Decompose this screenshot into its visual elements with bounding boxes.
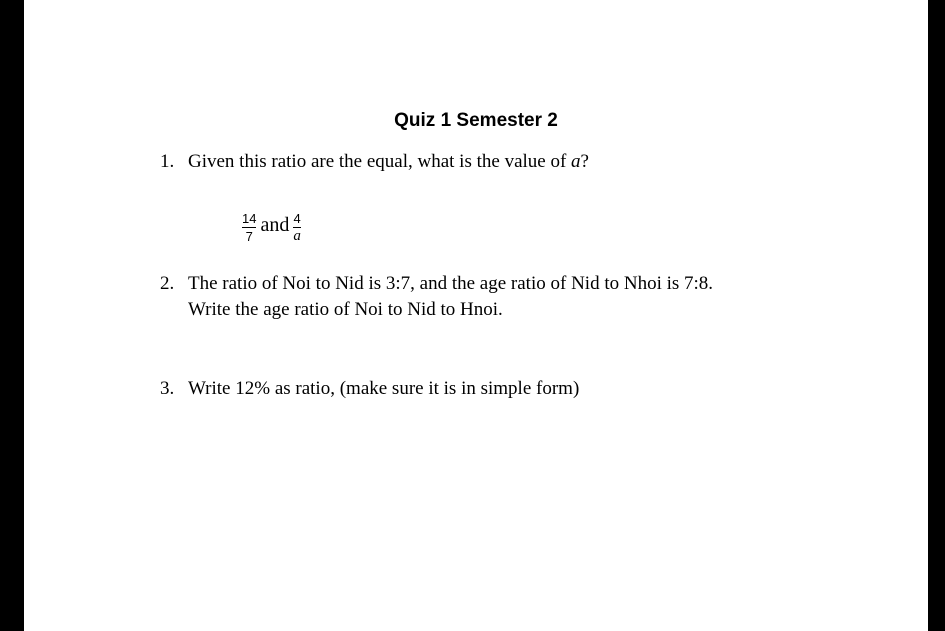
fraction-14-over-7 (242, 211, 256, 244)
question-number: 3. (160, 378, 175, 399)
question-line-2: Write the age ratio of Noi to Nid to Hnoi. (188, 299, 503, 320)
ratio-expression (242, 202, 301, 252)
question-number: 2. (160, 273, 175, 294)
fraction-bar (242, 227, 256, 228)
document-page (24, 0, 928, 631)
question-text (188, 149, 589, 175)
question-text: Write 12% as ratio, (make sure it is in simple form) (188, 378, 580, 399)
question-text (188, 271, 713, 323)
page-title: Quiz 1 Semester 2 (394, 110, 558, 131)
fraction-numerator: 4 (293, 210, 301, 226)
question-text-main: Given this ratio are the equal, what is the value of (188, 151, 572, 172)
fraction-numerator: 14 (242, 210, 257, 226)
fraction-denominator: 7 (245, 228, 253, 244)
variable-a: a (571, 151, 581, 172)
question-mark: ? (580, 151, 589, 172)
fraction-4-over-a (293, 211, 301, 244)
fraction-denominator: a (293, 227, 301, 244)
question-number: 1. (160, 151, 175, 172)
connector-and: and (260, 213, 290, 236)
question-line-1: The ratio of Noi to Nid is 3:7, and the age ratio of Nid to Nhoi is 7:8. (188, 273, 714, 294)
